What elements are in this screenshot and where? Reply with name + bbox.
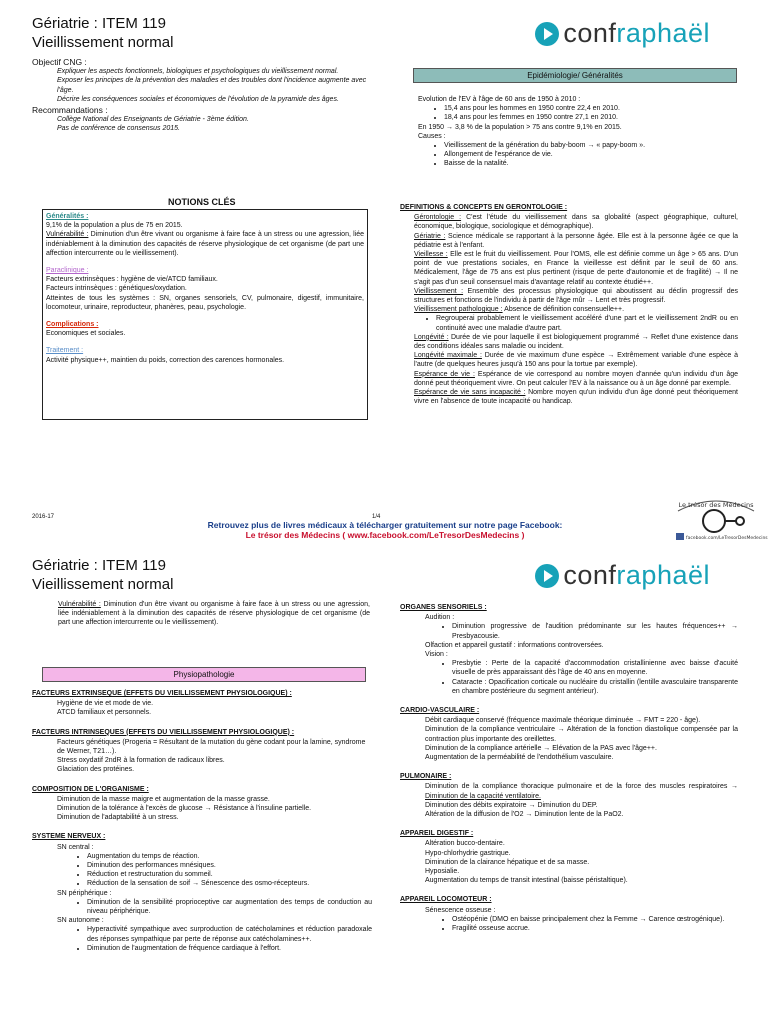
- paraclinique-text: Atteintes de tous les systèmes : SN, organes sensoriels, CV, pulmonaire, digestif, immunitaire, locomoteur, urinaire, reproducteur, phanères, peau, psychologie.: [46, 294, 364, 311]
- audition-label: Audition :: [425, 614, 455, 622]
- os-item: • Cataracte : Opacification corticale ou nucléaire du cristallin (lentille avasculaire transparente en chambre postérieure du segment antérieur).: [452, 678, 738, 696]
- loco-item: • Fragilité osseuse accrue.: [452, 924, 738, 933]
- vulnerabilite-text: Vulnérabilité : Diminution d'un être vivant ou organisme à faire face à un stress ou une agression, liée indéniablement à la diminution des capacités de réserve physiologique de cet organisme (de part une affection intercurrente ou le vieillissement).: [46, 231, 364, 257]
- cause-item: • Allongement de l'espérance de vie.: [444, 150, 738, 159]
- os-item: • Diminution progressive de l'audition prédominante sur les hautes fréquences++ → Presbyacousie.: [452, 622, 738, 640]
- facebook-banner: [120, 520, 650, 540]
- dig-item: Hyposialie.: [425, 868, 460, 876]
- dig-item: Augmentation du temps de transit intestinal (baisse péristaltique).: [425, 877, 628, 885]
- notions-cles-title: NOTIONS CLÉS: [168, 197, 236, 207]
- fi-item: Stress oxydatif 2ndR à la formation de radicaux libres.: [57, 757, 225, 765]
- sn-auto-label: SN autonome :: [57, 917, 104, 925]
- sn-item: • Réduction et restructuration du sommeil.: [87, 870, 372, 879]
- fi-title: FACTEURS INTRINSEQUES (EFFETS DU VIEILLISSEMENT PHYSIOLOGIQUE) :: [32, 728, 295, 736]
- sn-item: • Diminution de l'augmentation de fréquence cardiaque à l'effort.: [87, 944, 372, 953]
- dig-title: APPAREIL DIGESTIF :: [400, 830, 474, 838]
- objectif-list: [32, 67, 372, 104]
- definitions-section: [400, 199, 738, 406]
- definition-bullet: • Regrouperai probablement le vieillissement accéléré d'une part et le vieillissement 2ndR ou en continuité avec une maladie d'autre part.: [436, 314, 738, 332]
- reco-title: Recommandations :: [32, 105, 108, 116]
- fe-title: FACTEURS EXTRINSEQUE (EFFETS DU VIEILLISSEMENT PHYSIOLOGIQUE) :: [32, 690, 292, 697]
- co-item: Diminution de la masse maigre et augmentation de la masse grasse.: [57, 795, 270, 803]
- definitions-list: [400, 213, 738, 406]
- sn-item: • Augmentation du temps de réaction.: [87, 852, 372, 861]
- tresor-medecins-logo: [664, 497, 768, 543]
- definition-item: Longévité maximale : Durée de vie maximum d'une espèce → Extrêmement variable d'une espèce à l'autre (de quelques heures jusqu'à 150 ans pour la tortue par exemple).: [414, 352, 738, 369]
- logo-text: confraphaël: [563, 560, 710, 590]
- traitement-text: Activité physique++, maintien du poids, correction des carences hormonales.: [46, 356, 285, 364]
- definition-item: Espérance de vie sans incapacité : Nombre moyen qu'un individu d'un âge donné peut théoriquement vivre en l'absence de toute incapacité ou handicap.: [414, 389, 738, 406]
- facebook-icon: [676, 533, 684, 540]
- dig-list: [400, 839, 738, 885]
- epid-item: • 18,4 ans pour les femmes en 1950 contre 27,1 en 2010.: [444, 113, 738, 122]
- logo-text: confraphaël: [563, 18, 710, 48]
- play-icon: [535, 564, 559, 588]
- footer-year: 2016-17: [32, 514, 55, 520]
- paraclinique-label: Paraclinique :: [46, 267, 89, 275]
- objectif-item: Exposer les principes de la prévention des maladies et des troubles dont l'incidence augmente avec l'âge.: [57, 77, 367, 94]
- title-line-2: Vieillissement normal: [32, 34, 174, 51]
- sn-title: SYSTEME NERVEUX :: [32, 833, 106, 841]
- cause-item: • Baisse de la natalité.: [444, 159, 738, 168]
- fe-item: ATCD familiaux et personnels.: [57, 709, 152, 717]
- objectif-title: Objectif CNG :: [32, 57, 87, 67]
- pulm-item: Diminution de la compliance thoracique pulmonaire et de la force des muscles respiratoires → Diminution de la capacité ventilatoire.: [425, 783, 738, 800]
- causes-label: Causes :: [418, 132, 446, 140]
- co-item: Diminution de l'adaptabilité à un stress.: [57, 814, 179, 822]
- page-number: 1/4: [372, 514, 381, 520]
- title-line-1: Gériatrie : ITEM 119: [32, 557, 166, 574]
- co-list: [32, 795, 372, 823]
- generalites-label: Généralités :: [46, 213, 89, 220]
- objectifs-section: [32, 58, 372, 134]
- vulnerabilite-text: Vulnérabilité : Diminution d'un être vivant ou organisme à faire face à un stress ou une agression, liée indéniablement à la diminution des capacités de réserve physiologique de cet organisme (de part une affection intercurrente ou le vieillissement).: [58, 601, 370, 627]
- definition-item: Vieillissement : Ensemble des processus physiologique qui aboutissent au déclin progressif des structures et fonctions de l'individu à partir de l'âge mûr → Lent et très progressif.: [414, 287, 738, 305]
- confraphael-logo: [535, 18, 710, 49]
- reco-list: [32, 115, 372, 133]
- loco-title: APPAREIL LOCOMOTEUR :: [400, 896, 492, 904]
- fe-list: [32, 699, 372, 717]
- cv-item: Débit cardiaque conservé (fréquence maximale théorique diminuée → FMT = 220 - âge).: [425, 717, 701, 725]
- pulm-title: PULMONAIRE :: [400, 773, 452, 781]
- banner-line-1: Retrouvez plus de livres médicaux à télécharger gratuitement sur notre page Facebook:: [207, 520, 563, 530]
- epidemiologie-section: [404, 95, 738, 169]
- page-title: [32, 556, 173, 594]
- cv-list: [400, 716, 738, 762]
- notions-cles-box: [42, 209, 368, 420]
- objectif-item: Expliquer les aspects fonctionnels, biologiques et psychologiques du vieillissement normal.: [57, 68, 339, 76]
- pulm-list: [400, 782, 738, 819]
- definition-item: Longévité : Durée de vie pour laquelle il est biologiquement programmé → Reflet d'une existence dans des conditions idéales sans maladie ou incident.: [414, 333, 739, 351]
- sn-perif-label: SN périphérique :: [57, 889, 112, 897]
- play-icon: [535, 22, 559, 46]
- definitions-title: DEFINITIONS & CONCEPTS EN GERONTOLOGIE :: [400, 204, 568, 211]
- definition-item: Gériatrie : Science médicale se rapportant à la personne âgée. Elle est à la personne âgée ce que la pédiatrie est à l'enfant.: [414, 232, 738, 249]
- paraclinique-text: Facteurs intrinsèques : génétiques/oxydation.: [46, 285, 187, 293]
- vision-list: [400, 659, 738, 696]
- epidemiologie-header: Epidémiologie/ Généralités: [413, 68, 737, 83]
- audition-list: [400, 622, 738, 640]
- fe-item: Hygiène de vie et mode de vie.: [57, 700, 154, 708]
- cv-item: Diminution de la compliance ventriculaire → Altération de la fonction diastolique compensée par la contraction plus importante des oreillettes.: [425, 726, 738, 743]
- cv-item: Diminution de la compliance artérielle → Elévation de la PAS avec l'âge++.: [425, 744, 657, 752]
- reco-item: Pas de conférence de consensus 2015.: [57, 125, 180, 133]
- causes-list: [404, 141, 738, 169]
- banner-line-2[interactable]: Le trésor des Médecins ( www.facebook.com/LeTresorDesMedecins ): [245, 530, 525, 540]
- facebook-url: facebook.com/LeTresorDesMedecins: [686, 536, 768, 541]
- sn-item: • Hyperactivité sympathique avec surproduction de catécholamines et réduction paradoxale des réponses sympathique par perte de réponse aux catécholamines++.: [87, 925, 372, 943]
- co-item: Diminution de la tolérance à l'excès de glucose → Résistance à l'insuline partielle.: [57, 805, 312, 813]
- sn-item: • Diminution de la sensibilité proprioceptive car augmentation des temps de conduction au niveau périphérique.: [87, 898, 372, 916]
- generalites-text: 9,1% de la population a plus de 75 en 2015.: [46, 222, 183, 230]
- pulm-item: Diminution des débits expiratoire → Diminution du DEP.: [425, 801, 598, 809]
- physiopathologie-right: [400, 599, 738, 933]
- cv-item: Augmentation de la perméabilité de l'endothélium vasculaire.: [425, 754, 614, 762]
- paraclinique-text: Facteurs extrinsèques : hygiène de vie/ATCD familiaux.: [46, 276, 218, 284]
- os-item: • Presbytie : Perte de la capacité d'accommodation cristallinienne avec baisse d'acuité visuelle de près apparaissant dès l'âge de 40 ans en moyenne.: [452, 659, 738, 677]
- sn-auto-list: [32, 925, 372, 953]
- physiopathologie-header: Physiopathologie: [42, 667, 366, 682]
- dig-item: Altération bucco-dentaire.: [425, 840, 505, 848]
- epid-1950: En 1950 → 3,8 % de la population > 75 ans contre 9,1% en 2015.: [418, 123, 622, 131]
- logo-caption: Le trésor des Médecins: [678, 501, 754, 509]
- co-title: COMPOSITION DE L'ORGANISME :: [32, 785, 149, 793]
- title-line-2: Vieillissement normal: [32, 576, 174, 593]
- os-title: ORGANES SENSORIELS :: [400, 604, 487, 611]
- sn-item: • Réduction de la sensation de soif → Sénescence des osmo-récepteurs.: [87, 879, 372, 888]
- senescence-label: Sénescence osseuse :: [425, 906, 496, 914]
- vision-label: Vision :: [425, 651, 448, 659]
- definition-item: Espérance de vie : Espérance de vie correspond au nombre moyen d'année qu'un individu d'un âge donné peut théoriquement vivre. On peut calculer l'EV à la naissance ou à un âge donné par exemple.: [414, 370, 739, 387]
- sn-central-label: SN central :: [57, 843, 94, 851]
- definition-item: Vieillesse : Elle est le fruit du vieillissement. Pour l'OMS, elle est définie comme un âge > 65 ans. D'un point de vue prestations sociales, en France la vieillesse est définit par le seuil de 60 ans. Médicalement, l'âge de 75 ans est plus pertinent (risque de perte d'autonomie et de fragilité) → Il ne s'agit pas d'un seuil consensuel mais d'avantage relatif au contexte étudié++.: [414, 251, 738, 286]
- dig-item: Diminution de la clairance hépatique et de sa masse.: [425, 858, 590, 866]
- confraphael-logo: [535, 560, 710, 591]
- definition-bullet-list: [414, 314, 738, 332]
- page-title: [32, 14, 173, 52]
- loco-list: [400, 915, 738, 933]
- olfaction-text: Olfaction et appareil gustatif : informations controversées.: [425, 641, 604, 649]
- sn-item: • Diminution des performances mnésiques.: [87, 861, 372, 870]
- complications-label: Complications :: [46, 321, 99, 329]
- epid-intro: Evolution de l'EV à l'âge de 60 ans de 1950 à 2010 :: [418, 96, 581, 103]
- fi-item: Facteurs génétiques (Progeria = Résultant de la mutation du gène codant pour la lamine, syndrome de Werner, T21…).: [57, 738, 366, 756]
- fi-item: Glaciation des protéines.: [57, 766, 135, 774]
- sn-central-list: [32, 852, 372, 889]
- page-2: [0, 545, 768, 1024]
- epid-list: [404, 104, 738, 122]
- epid-item: • 15,4 ans pour les hommes en 1950 contre 22,4 en 2010.: [444, 104, 738, 113]
- complications-text: Economiques et sociales.: [46, 330, 126, 338]
- reco-item: Collège National des Enseignants de Gériatrie - 3ème édition.: [57, 116, 249, 124]
- cv-title: CARDIO-VASCULAIRE :: [400, 707, 480, 715]
- sn-perif-list: [32, 898, 372, 916]
- physiopathologie-left: [32, 685, 372, 953]
- definition-item: Vieillissement pathologique : Absence de définition consensuelle++.: [414, 306, 625, 314]
- pulm-item: Altération de la diffusion de l'O2 → Diminution lente de la PaO2.: [425, 811, 624, 819]
- cause-item: • Vieillissement de la génération du baby-boom → « papy-boom ».: [444, 141, 738, 150]
- dig-item: Hypo-chlorhydrie gastrique.: [425, 849, 511, 857]
- objectif-item: Décrire les conséquences sociales et économiques de l'évolution de la pyramide des âges.: [57, 95, 339, 103]
- loco-item: • Ostéopénie (DMO en baisse principalement chez la Femme → Carence œstrogénique).: [452, 915, 738, 924]
- title-line-1: Gériatrie : ITEM 119: [32, 15, 166, 32]
- fi-list: [32, 738, 372, 775]
- stethoscope-icon: [703, 510, 725, 532]
- traitement-label: Traitement :: [46, 347, 84, 355]
- definition-item: Gérontologie : C'est l'étude du vieillissement dans sa globalité (aspect géographique, culturel, économique, biologique, sociologique et démographique).: [414, 214, 738, 231]
